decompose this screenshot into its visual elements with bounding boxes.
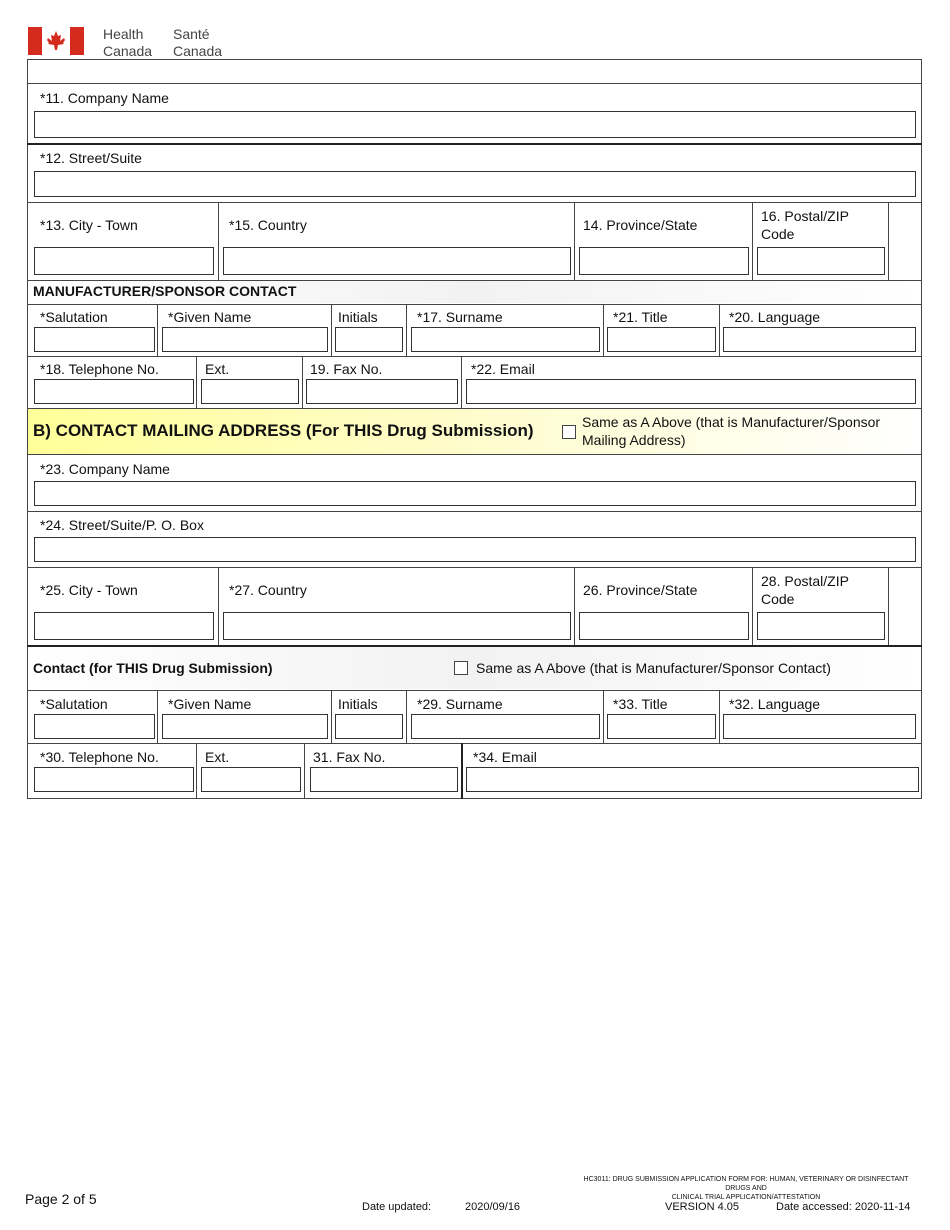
- section-b-heading: B) CONTACT MAILING ADDRESS (For THIS Drug Submission): [33, 421, 534, 440]
- label-province-b: 26. Province/State: [583, 582, 698, 598]
- divider: [603, 690, 604, 743]
- divider: [752, 202, 753, 280]
- divider: [752, 567, 753, 646]
- divider: [196, 743, 197, 799]
- heading-contact-b: Contact (for THIS Drug Submission): [33, 660, 273, 676]
- divider: [218, 567, 219, 646]
- divider: [27, 690, 922, 691]
- divider: [302, 356, 303, 408]
- divider: [331, 690, 332, 743]
- label-company-name: *11. Company Name: [40, 90, 169, 106]
- city-b-input[interactable]: [34, 612, 214, 640]
- email-input[interactable]: [466, 379, 916, 404]
- title-b-input[interactable]: [607, 714, 716, 739]
- surname-b-input[interactable]: [411, 714, 600, 739]
- ext-input[interactable]: [201, 379, 299, 404]
- divider: [218, 202, 219, 280]
- language-select[interactable]: [723, 327, 916, 352]
- label-given-name: *Given Name: [168, 309, 252, 325]
- divider: [304, 743, 305, 799]
- label-ext-b: Ext.: [205, 749, 230, 765]
- postal-input[interactable]: [757, 247, 885, 275]
- divider: [719, 690, 720, 743]
- salutation-select[interactable]: [34, 327, 155, 352]
- logo-canada-en: Canada: [103, 43, 153, 59]
- initials-input[interactable]: [335, 327, 403, 352]
- telephone-input[interactable]: [34, 379, 194, 404]
- street-input[interactable]: [34, 171, 916, 197]
- postal-b-input[interactable]: [757, 612, 885, 640]
- label-ext: Ext.: [205, 361, 230, 377]
- divider: [331, 304, 332, 356]
- canada-flag-icon: [28, 27, 84, 55]
- company-name-input[interactable]: [34, 111, 916, 138]
- label-surname: *17. Surname: [417, 309, 503, 325]
- divider: [27, 304, 922, 305]
- divider: [27, 83, 922, 84]
- form-title-line1: HC3011: DRUG SUBMISSION APPLICATION FORM FOR: HUMAN, VETERINARY OR DISINFECTANT DRUGS AND: [583, 1176, 909, 1192]
- label-fax: 19. Fax No.: [310, 361, 383, 377]
- label-company-name-b: *23. Company Name: [40, 461, 170, 477]
- version: VERSION 4.05: [665, 1201, 739, 1213]
- label-postal: 16. Postal/ZIP Code: [761, 208, 849, 242]
- title-input[interactable]: [607, 327, 716, 352]
- telephone-b-input[interactable]: [34, 767, 194, 792]
- label-language: *20. Language: [729, 309, 821, 325]
- divider: [461, 743, 463, 799]
- same-as-contact-checkbox[interactable]: [454, 661, 468, 675]
- divider: [888, 567, 889, 646]
- divider: [27, 511, 922, 512]
- logo-health-en: Health: [103, 26, 144, 42]
- label-country-b: *27. Country: [229, 582, 307, 598]
- country-b-select[interactable]: [223, 612, 571, 640]
- form-title-line2: CLINICAL TRIAL APPLICATION/ATTESTATION: [671, 1194, 821, 1201]
- divider: [888, 202, 889, 280]
- language-b-select[interactable]: [723, 714, 916, 739]
- heading-manufacturer-contact: MANUFACTURER/SPONSOR CONTACT: [33, 283, 297, 299]
- logo-canada-fr: Canada: [173, 43, 223, 59]
- logo-health-fr: Santé: [173, 26, 210, 42]
- label-surname-b: *29. Surname: [417, 696, 503, 712]
- label-city: *13. City - Town: [40, 217, 138, 233]
- form-title: [572, 1175, 920, 1202]
- label-salutation: *Salutation: [40, 309, 108, 325]
- label-country: *15. Country: [229, 217, 307, 233]
- date-accessed: Date accessed: 2020-11-14: [776, 1201, 911, 1213]
- label-street: *12. Street/Suite: [40, 150, 142, 166]
- divider: [574, 567, 575, 646]
- page-number: Page 2 of 5: [25, 1191, 97, 1207]
- divider: [27, 356, 922, 357]
- email-b-input[interactable]: [466, 767, 919, 792]
- label-fax-b: 31. Fax No.: [313, 749, 386, 765]
- province-b-select[interactable]: [579, 612, 749, 640]
- divider: [27, 743, 922, 744]
- label-initials-b: Initials: [338, 696, 378, 712]
- label-salutation-b: *Salutation: [40, 696, 108, 712]
- ext-b-input[interactable]: [201, 767, 301, 792]
- divider: [27, 454, 922, 455]
- label-title-b: *33. Title: [613, 696, 668, 712]
- fax-b-input[interactable]: [310, 767, 458, 792]
- province-select[interactable]: [579, 247, 749, 275]
- label-city-b: *25. City - Town: [40, 582, 138, 598]
- same-as-contact-label: Same as A Above (that is Manufacturer/Sponsor Contact): [476, 660, 831, 676]
- city-input[interactable]: [34, 247, 214, 275]
- divider: [196, 356, 197, 408]
- label-email: *22. Email: [471, 361, 535, 377]
- label-title: *21. Title: [613, 309, 668, 325]
- label-language-b: *32. Language: [729, 696, 821, 712]
- company-name-b-input[interactable]: [34, 481, 916, 506]
- same-as-mailing-label: Same as A Above (that is Manufacturer/Sponsor Mailing Address): [582, 414, 881, 448]
- divider: [27, 202, 922, 203]
- label-email-b: *34. Email: [473, 749, 537, 765]
- label-telephone: *18. Telephone No.: [40, 361, 159, 377]
- divider: [719, 304, 720, 356]
- surname-input[interactable]: [411, 327, 600, 352]
- given-name-input[interactable]: [162, 327, 328, 352]
- divider: [27, 143, 922, 145]
- same-as-mailing-checkbox[interactable]: [562, 425, 576, 439]
- initials-b-input[interactable]: [335, 714, 403, 739]
- divider: [603, 304, 604, 356]
- label-street-b: *24. Street/Suite/P. O. Box: [40, 517, 204, 533]
- date-updated-label: Date updated:: [362, 1201, 432, 1213]
- divider: [574, 202, 575, 280]
- divider: [157, 690, 158, 743]
- divider: [157, 304, 158, 356]
- given-name-b-input[interactable]: [162, 714, 328, 739]
- street-b-input[interactable]: [34, 537, 916, 562]
- label-initials: Initials: [338, 309, 378, 325]
- fax-input[interactable]: [306, 379, 458, 404]
- divider: [461, 356, 462, 408]
- divider: [406, 690, 407, 743]
- label-given-name-b: *Given Name: [168, 696, 252, 712]
- label-telephone-b: *30. Telephone No.: [40, 749, 159, 765]
- country-select[interactable]: [223, 247, 571, 275]
- label-postal-b: 28. Postal/ZIP Code: [761, 573, 849, 607]
- label-province: 14. Province/State: [583, 217, 698, 233]
- divider: [27, 567, 922, 568]
- divider: [406, 304, 407, 356]
- salutation-b-select[interactable]: [34, 714, 155, 739]
- date-updated-value: 2020/09/16: [465, 1201, 521, 1213]
